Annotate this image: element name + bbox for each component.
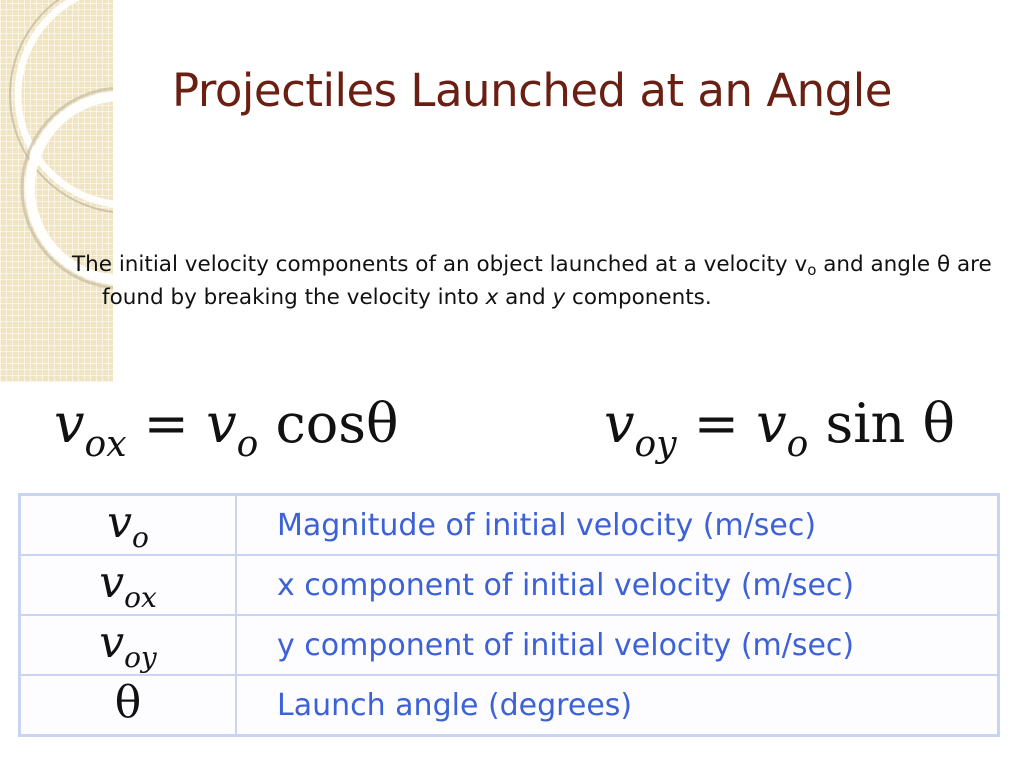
eq-equals: = <box>143 392 189 455</box>
symbol: v <box>107 496 132 548</box>
decorative-side-strip <box>0 0 113 382</box>
variable-y: y <box>552 285 566 310</box>
symbol: θ <box>114 676 142 728</box>
eq-func: cos <box>275 392 366 455</box>
definitions-table <box>18 493 1000 737</box>
symbol: v <box>99 616 125 668</box>
subscript-o: o <box>807 261 817 279</box>
symbol-cell <box>20 615 237 675</box>
eq-func: sin <box>825 392 906 455</box>
equation-vox <box>54 392 398 472</box>
symbol-cell <box>20 675 237 736</box>
equation-voy <box>604 392 955 472</box>
eq-rhs-var: v <box>756 392 787 455</box>
description-cell: x component of initial velocity (m/sec) <box>236 555 999 615</box>
table-row <box>20 495 999 556</box>
table-row <box>20 555 999 615</box>
description-cell: Magnitude of initial velocity (m/sec) <box>236 495 999 556</box>
table-row <box>20 675 999 736</box>
eq-lhs-sub: oy <box>634 424 677 465</box>
eq-angle: θ <box>365 392 399 455</box>
table-row <box>20 615 999 675</box>
variable-x: x <box>485 285 499 310</box>
page-title: Projectiles Launched at an Angle <box>172 64 892 117</box>
eq-lhs-sub: ox <box>84 424 127 465</box>
eq-lhs-var: v <box>604 392 635 455</box>
eq-rhs-var: v <box>206 392 237 455</box>
body-text-part3: and <box>498 285 553 310</box>
body-text-part4: components. <box>565 285 712 310</box>
symbol-sub: oy <box>124 640 157 674</box>
eq-lhs-var: v <box>54 392 85 455</box>
body-text <box>72 248 992 314</box>
symbol-sub: o <box>132 520 149 554</box>
description-cell: y component of initial velocity (m/sec) <box>236 615 999 675</box>
decorative-circles <box>0 0 113 382</box>
eq-angle: θ <box>922 392 955 455</box>
symbol-cell <box>20 555 237 615</box>
eq-equals: = <box>693 392 739 455</box>
eq-rhs-sub: o <box>236 424 259 465</box>
body-text-part1: The initial velocity components of an object launched at a velocity v <box>72 252 808 277</box>
symbol-cell <box>20 495 237 556</box>
body-text-part2: and angle θ are found by breaking the velocity into <box>102 252 992 310</box>
symbol-sub: ox <box>124 580 157 614</box>
symbol: v <box>99 556 125 608</box>
description-cell: Launch angle (degrees) <box>236 675 999 736</box>
eq-rhs-sub: o <box>786 424 809 465</box>
